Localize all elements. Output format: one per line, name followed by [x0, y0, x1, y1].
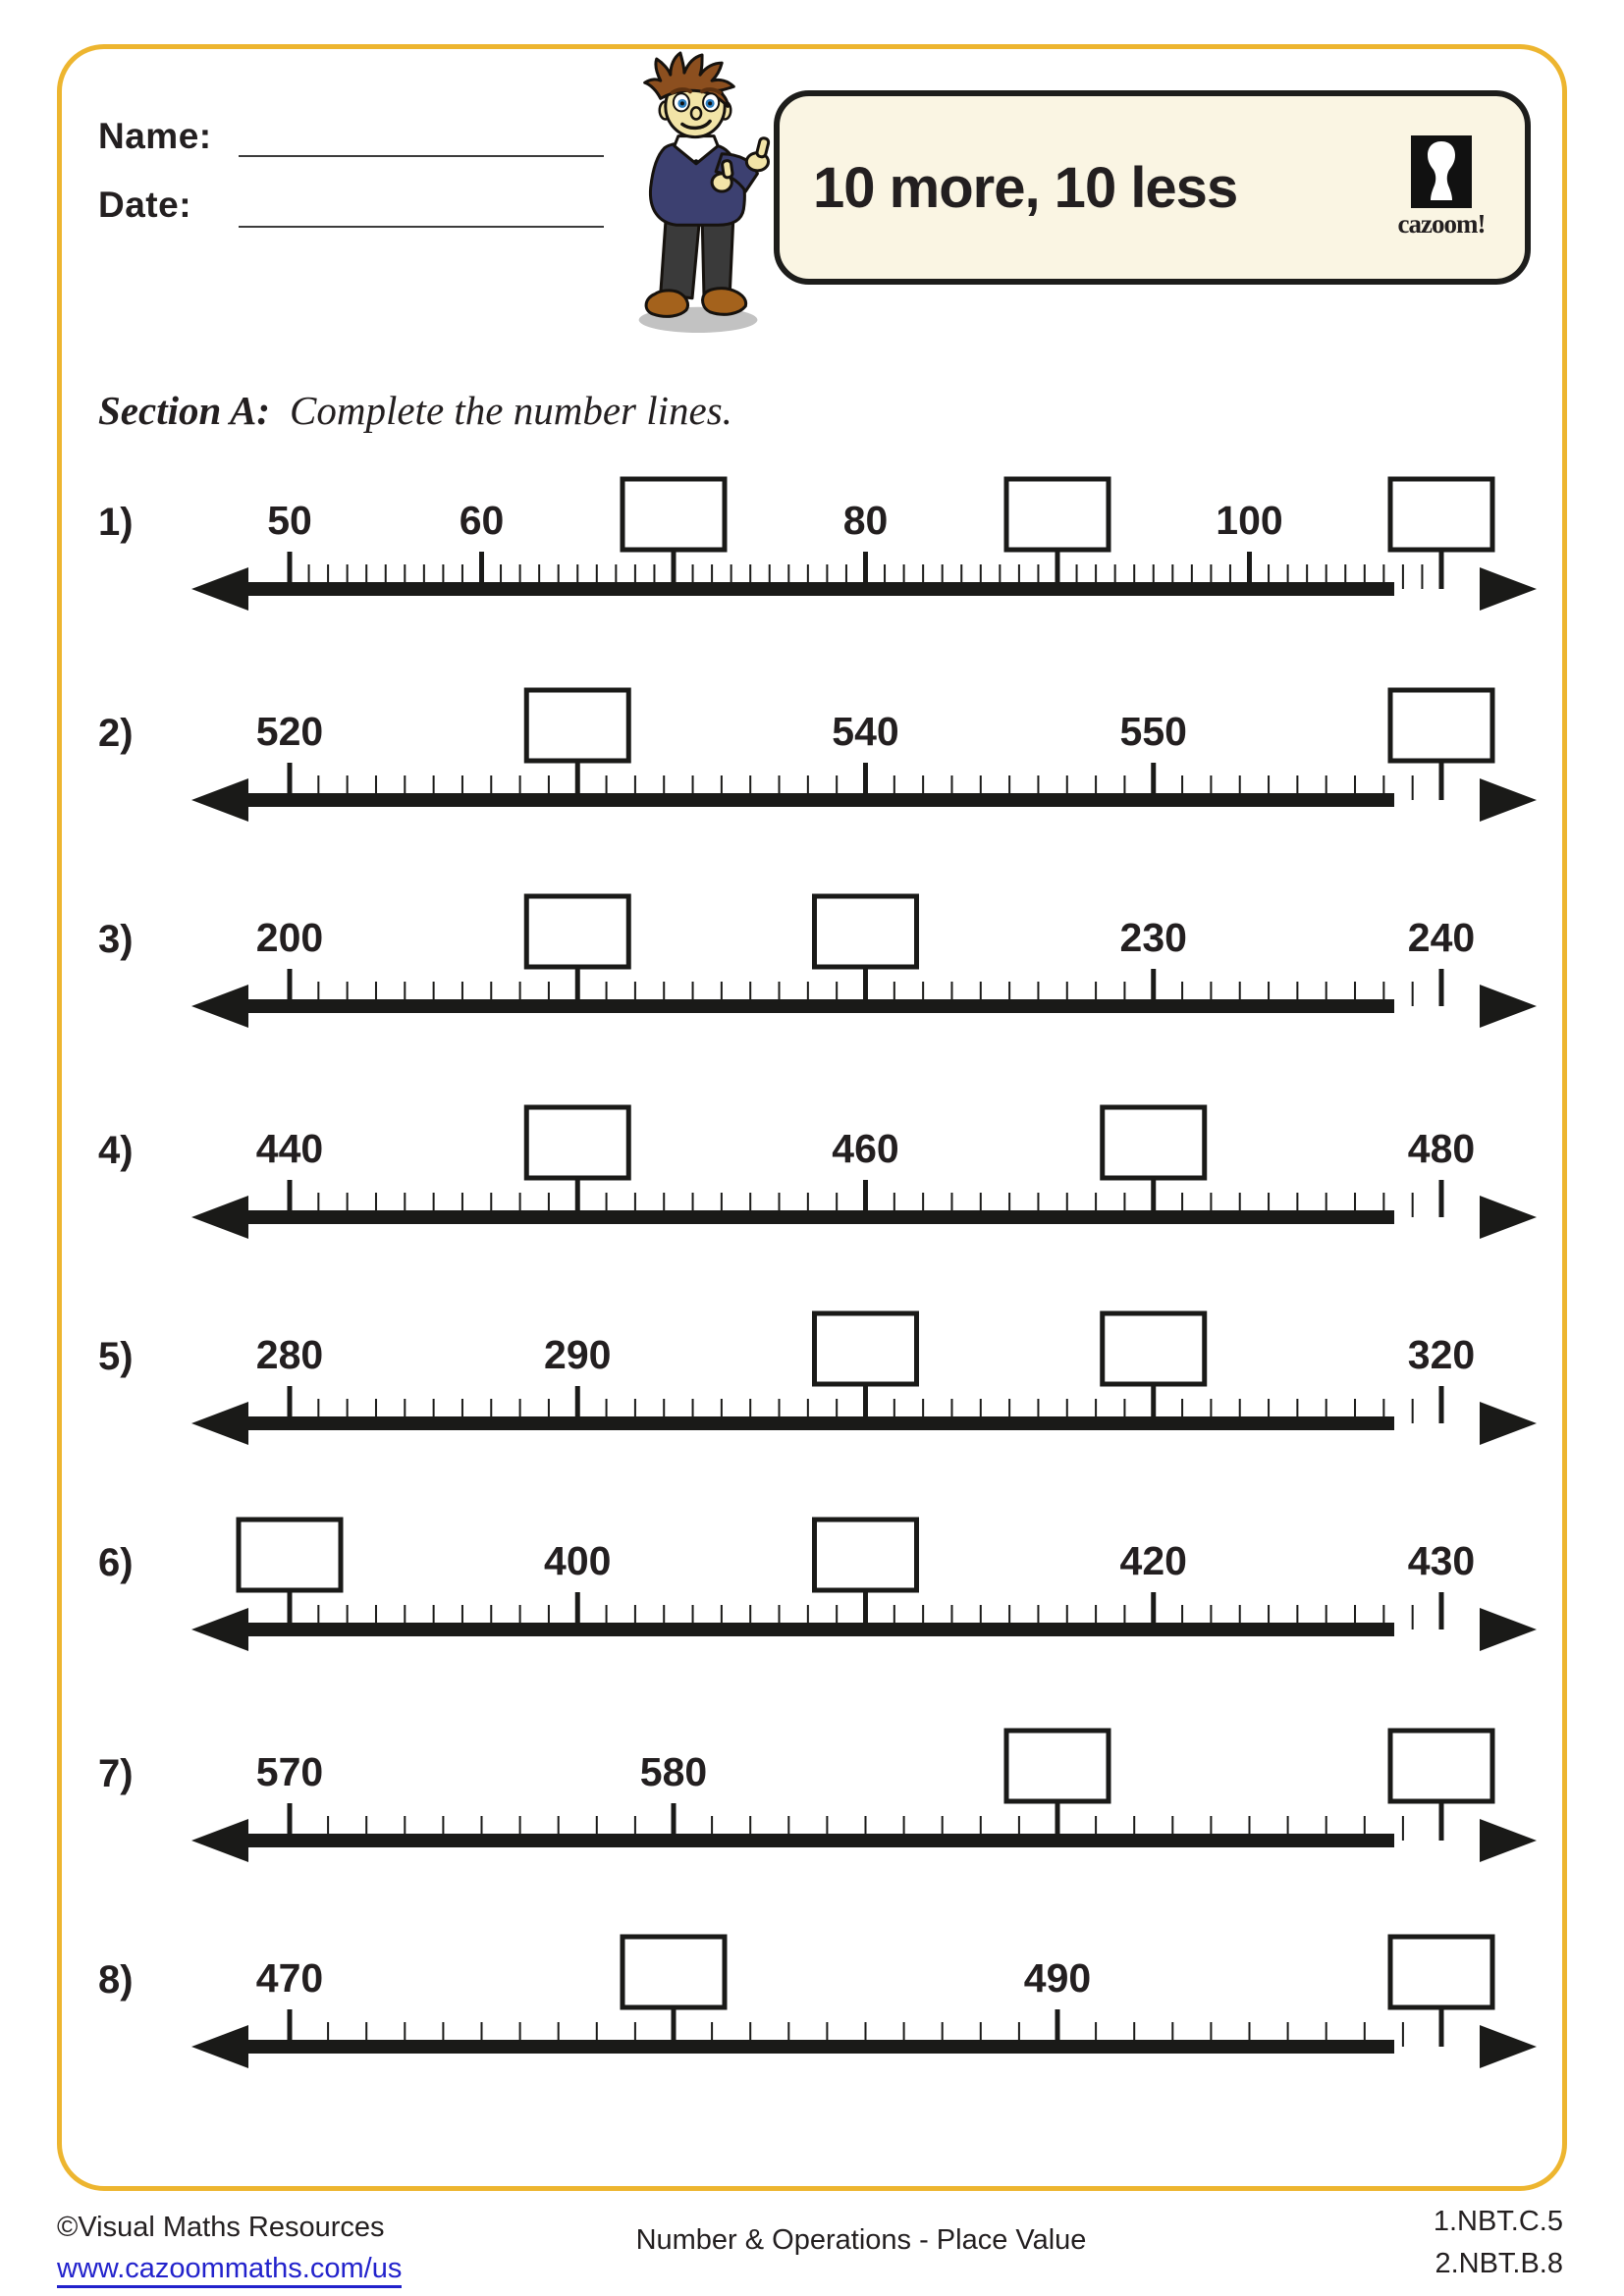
question-number: 6): [98, 1541, 134, 1584]
number-line: [69, 1304, 1561, 1466]
tick-label: 580: [639, 1749, 708, 1794]
answer-box[interactable]: [623, 1937, 725, 2007]
tick-label: 50: [267, 498, 312, 543]
number-line: [69, 1927, 1561, 2089]
question-number: 5): [98, 1335, 134, 1378]
number-line: [69, 1721, 1561, 1883]
number-line-row: [69, 469, 1561, 631]
answer-box[interactable]: [1390, 690, 1492, 761]
tick-label: 320: [1407, 1332, 1476, 1377]
answer-box[interactable]: [1006, 479, 1109, 550]
question-number: 7): [98, 1752, 134, 1795]
tick-label: 430: [1407, 1538, 1476, 1583]
worksheet-title-box: [774, 90, 1531, 285]
cazoom-logo: [1387, 135, 1495, 240]
date-line[interactable]: [239, 226, 604, 228]
answer-box[interactable]: [1390, 1731, 1492, 1801]
number-line: [69, 1097, 1561, 1259]
footer-topic: Number & Operations - Place Value: [635, 2224, 1087, 2256]
name-line[interactable]: [239, 155, 604, 157]
left-arrowhead-icon: [191, 1402, 248, 1445]
standard-code-1: 1.NBT.C.5: [1433, 2206, 1563, 2237]
date-label: Date:: [98, 185, 192, 225]
right-arrowhead-icon: [1480, 1608, 1537, 1651]
number-line-row: [69, 1304, 1561, 1466]
answer-box[interactable]: [1006, 1731, 1109, 1801]
tick-label: 460: [832, 1126, 899, 1171]
standard-code-2: 2.NBT.B.8: [1435, 2248, 1563, 2279]
section-heading: [98, 387, 732, 434]
tick-label: 200: [255, 915, 324, 960]
right-arrowhead-icon: [1480, 1819, 1537, 1862]
right-arrowhead-icon: [1480, 985, 1537, 1028]
answer-box[interactable]: [1103, 1107, 1205, 1178]
tick-label: 470: [255, 1955, 324, 2001]
tick-label: 570: [255, 1749, 324, 1794]
number-line-row: [69, 1721, 1561, 1883]
answer-box[interactable]: [815, 1313, 917, 1384]
question-number: 2): [98, 712, 134, 755]
section-instruction: Complete the number lines.: [290, 388, 732, 433]
tick-label: 520: [255, 709, 324, 754]
answer-box[interactable]: [623, 479, 725, 550]
left-arrowhead-icon: [191, 1819, 248, 1862]
question-number: 3): [98, 918, 134, 961]
left-arrowhead-icon: [191, 567, 248, 611]
number-line-row: [69, 1097, 1561, 1259]
answer-box[interactable]: [526, 896, 628, 967]
section-label: Section A:: [98, 388, 271, 433]
number-line-row: [69, 886, 1561, 1048]
tick-label: 280: [255, 1332, 324, 1377]
tick-label: 400: [544, 1538, 612, 1583]
name-label: Name:: [98, 116, 212, 156]
answer-box[interactable]: [815, 896, 917, 967]
left-arrowhead-icon: [191, 2025, 248, 2068]
tick-label: 480: [1407, 1126, 1476, 1171]
question-number: 8): [98, 1958, 134, 2002]
tick-label: 540: [832, 709, 899, 754]
number-line: [69, 1510, 1561, 1672]
question-number: 4): [98, 1129, 134, 1172]
tick-label: 420: [1119, 1538, 1187, 1583]
tick-label: 100: [1216, 498, 1283, 543]
standards-codes: [1434, 2201, 1563, 2285]
number-line-row: [69, 1510, 1561, 1672]
left-arrowhead-icon: [191, 1196, 248, 1239]
answer-box[interactable]: [815, 1520, 917, 1590]
number-line: [69, 886, 1561, 1048]
left-arrowhead-icon: [191, 778, 248, 822]
tick-label: 290: [544, 1332, 612, 1377]
right-arrowhead-icon: [1480, 778, 1537, 822]
tick-label: 550: [1119, 709, 1187, 754]
number-line: [69, 469, 1561, 631]
right-arrowhead-icon: [1480, 1402, 1537, 1445]
question-number: 1): [98, 501, 134, 544]
answer-box[interactable]: [526, 1107, 628, 1178]
copyright-text: ©Visual Maths Resources: [57, 2212, 385, 2243]
answer-box[interactable]: [526, 690, 628, 761]
tick-label: 80: [842, 498, 889, 543]
mascot-illustration: [609, 51, 782, 338]
tick-label: 60: [459, 498, 505, 543]
left-arrowhead-icon: [191, 985, 248, 1028]
number-line-row: [69, 1927, 1561, 2089]
right-arrowhead-icon: [1480, 567, 1537, 611]
cazoom-logo-icon: [1411, 135, 1472, 208]
answer-box[interactable]: [1103, 1313, 1205, 1384]
answer-box[interactable]: [239, 1520, 341, 1590]
answer-box[interactable]: [1390, 479, 1492, 550]
tick-label: 230: [1119, 915, 1187, 960]
number-line-row: [69, 680, 1561, 842]
number-line: [69, 680, 1561, 842]
tick-label: 490: [1023, 1955, 1092, 2001]
left-arrowhead-icon: [191, 1608, 248, 1651]
cazoom-logo-text: cazoom!: [1397, 209, 1486, 239]
tick-label: 440: [255, 1126, 324, 1171]
tick-label: 240: [1407, 915, 1476, 960]
right-arrowhead-icon: [1480, 1196, 1537, 1239]
website-link[interactable]: www.cazoommaths.com/us: [57, 2252, 402, 2288]
worksheet-title: 10 more, 10 less: [813, 155, 1238, 220]
right-arrowhead-icon: [1480, 2025, 1537, 2068]
answer-box[interactable]: [1390, 1937, 1492, 2007]
